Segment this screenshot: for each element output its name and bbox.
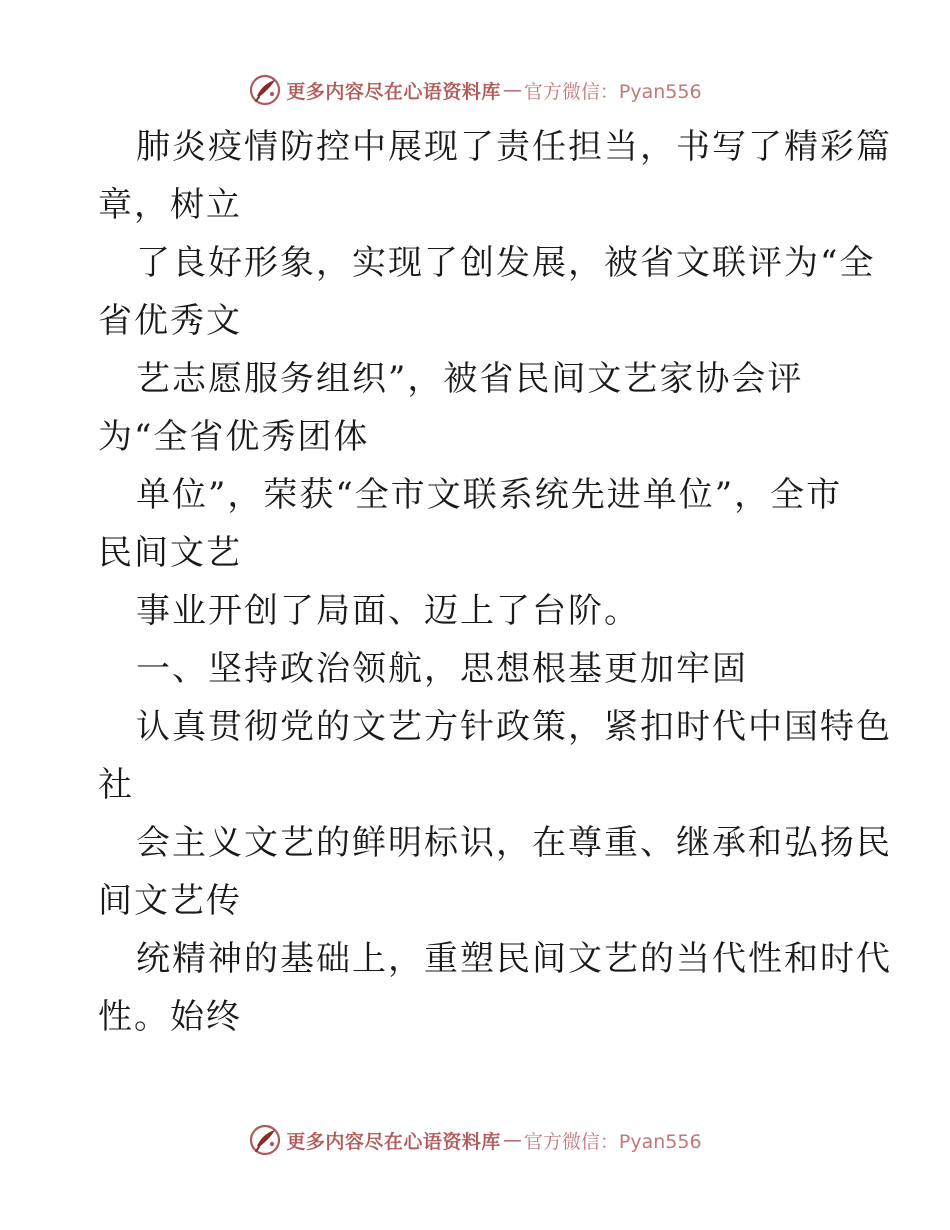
banner-dash: — <box>502 79 522 101</box>
section-heading: 一、坚持政治领航，思想根基更加牢固 <box>136 649 748 689</box>
text-line: 社 <box>98 765 134 805</box>
text-line: 间文艺传 <box>98 881 242 921</box>
footer-banner <box>0 1120 950 1160</box>
pen-logo-icon <box>248 73 282 107</box>
banner-wechat-text: 官方微信：Pyan556 <box>523 80 702 103</box>
banner-brand-text: 更多内容尽在心语资料库 <box>286 1130 501 1153</box>
text-line: 省优秀文 <box>98 301 242 341</box>
banner-brand-text: 更多内容尽在心语资料库 <box>286 80 501 103</box>
text-line: 艺志愿服务组织”，被省民间文艺家协会评 <box>136 359 804 399</box>
text-line: 肺炎疫情防控中展现了责任担当，书写了精彩篇 <box>136 127 892 167</box>
text-line: 性。始终 <box>98 997 242 1037</box>
text-line: 统精神的基础上，重塑民间文艺的当代性和时代 <box>136 939 892 979</box>
text-line: 认真贯彻党的文艺方针政策，紧扣时代中国特色 <box>136 707 892 747</box>
text-line: 事业开创了局面、迈上了台阶。 <box>136 591 640 631</box>
text-line: 了良好形象，实现了创发展，被省文联评为“全 <box>136 243 876 283</box>
header-banner <box>0 70 950 110</box>
text-line: 单位”，荣获“全市文联系统先进单位”，全市 <box>136 475 843 515</box>
document-body <box>98 118 898 1046</box>
banner-dash: — <box>502 1129 522 1151</box>
pen-logo-icon <box>248 1123 282 1157</box>
text-line: 章，树立 <box>98 185 242 225</box>
text-line: 民间文艺 <box>98 533 242 573</box>
banner-wechat-text: 官方微信：Pyan556 <box>523 1130 702 1153</box>
text-line: 为“全省优秀团体 <box>98 417 370 457</box>
text-line: 会主义文艺的鲜明标识，在尊重、继承和弘扬民 <box>136 823 892 863</box>
